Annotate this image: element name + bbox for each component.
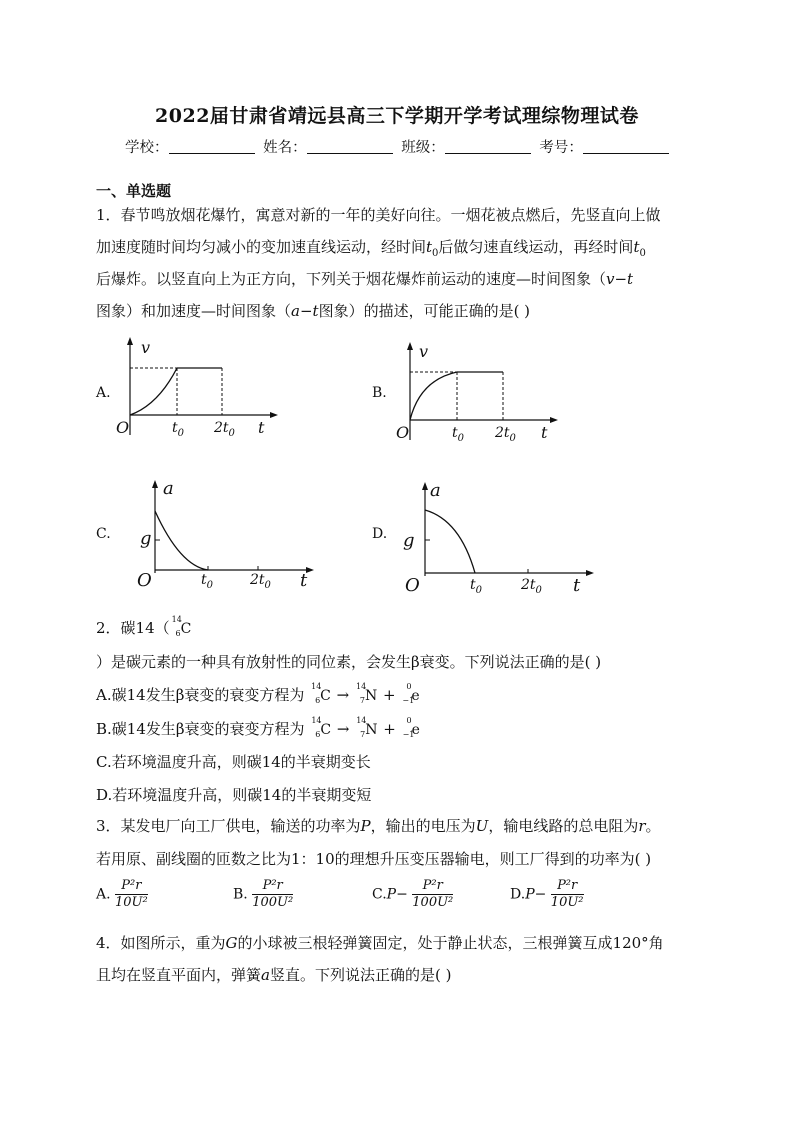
q1-b-ylabel: v	[419, 342, 429, 361]
school-blank[interactable]	[169, 139, 255, 154]
q1-a-tick1: $t_0$	[172, 420, 185, 439]
q2-option-a[interactable]: A.碳14发生β衰变的衰变方程为 14 6 C → 14 7 N + 0 −1 e	[96, 682, 420, 705]
q4-line1: 4．如图所示，重为G的小球被三根轻弹簧固定，处于静止状态，三根弹簧互成120°角	[96, 934, 664, 952]
q3-option-b[interactable]: B. $\frac{\text{P²r}}{\text{100U²}}$	[233, 878, 294, 910]
q2-option-d[interactable]: D.若环境温度升高，则碳14的半衰期变短	[96, 786, 372, 804]
q1-d-tick2: $2t_0$	[521, 577, 542, 596]
name-label: 姓名：	[263, 140, 307, 156]
q2-line2: ）是碳元素的一种具有放射性的同位素，会发生β衰变。下列说法正确的是( )	[96, 653, 602, 671]
q1-a-origin: O	[116, 418, 130, 437]
q3-option-a[interactable]: A. $\frac{\text{P²r}}{\text{10U²}}$	[96, 878, 148, 910]
q1-c-ylabel: a	[163, 478, 174, 499]
q1-d-tick1: $t_0$	[470, 577, 483, 596]
q1-line3: 后爆炸。以竖直向上为正方向，下列关于烟花爆炸前运动的速度—时间图象（v−t	[96, 270, 634, 288]
q1-a-tick2: $2t_0$	[214, 420, 235, 439]
q1-c-xlabel: t	[300, 570, 308, 591]
q1-d-g: g	[403, 530, 415, 551]
q1-option-c-label[interactable]: C.	[96, 526, 111, 542]
student-info-line	[125, 136, 673, 157]
q1-line2: 加速度随时间均匀减小的变加速直线运动，经时间$t_0$后做匀速直线运动，再经时间$t_0$	[96, 238, 646, 259]
q3-line1: 3．某发电厂向工厂供电，输送的功率为P，输出的电压为U，输电线路的总电阻为r。	[96, 817, 661, 835]
section-heading: 一、单选题	[96, 182, 172, 200]
q1-b-xlabel: t	[541, 423, 548, 442]
q1-line4: 图象）和加速度—时间图象（a−t图象）的描述，可能正确的是( )	[96, 302, 531, 320]
q1-option-b-label[interactable]: B.	[372, 385, 387, 401]
page-title: 2022届甘肃省靖远县高三下学期开学考试理综物理试卷	[155, 105, 639, 127]
q1-b-origin: O	[396, 423, 410, 442]
q2-option-c[interactable]: C.若环境温度升高，则碳14的半衰期变长	[96, 753, 371, 771]
q1-a-ylabel: v	[141, 338, 151, 357]
q1-b-tick1: $t_0$	[452, 425, 465, 444]
q1-d-xlabel: t	[573, 575, 581, 596]
q1-c-origin: O	[137, 570, 152, 591]
q4-line2: 且均在竖直平面内，弹簧a竖直。下列说法正确的是( )	[96, 966, 452, 984]
q1-option-d-label[interactable]: D.	[372, 526, 388, 542]
number-blank[interactable]	[583, 139, 669, 154]
q1-option-a-label[interactable]: A.	[96, 385, 111, 401]
q1-c-g: g	[140, 528, 152, 549]
q3-option-c[interactable]: C.P− $\frac{\text{P²r}}{\text{100U²}}$	[372, 878, 454, 910]
q1-b-tick2: $2t_0$	[495, 425, 516, 444]
q1-option-a-graph	[110, 335, 280, 440]
q1-c-tick1: $t_0$	[201, 572, 214, 591]
name-blank[interactable]	[307, 139, 393, 154]
q2-line1: 2．碳14（ 14 6 C	[96, 615, 192, 638]
q1-d-ylabel: a	[430, 480, 441, 501]
class-label: 班级：	[401, 140, 445, 156]
school-label: 学校：	[125, 140, 169, 156]
q1-a-xlabel: t	[258, 418, 265, 437]
q1-option-b-graph	[390, 340, 560, 445]
q2-option-b[interactable]: B.碳14发生β衰变的衰变方程为 14 6 C → 14 7 N + 0 −1 e	[96, 716, 420, 739]
class-blank[interactable]	[445, 139, 531, 154]
q3-option-d[interactable]: D.P− $\frac{\text{P²r}}{\text{10U²}}$	[510, 878, 584, 910]
q1-line1: 1．春节鸣放烟花爆竹，寓意对新的一年的美好向往。一烟花被点燃后，先竖直向上做	[96, 206, 661, 224]
q1-option-c-graph	[130, 478, 320, 578]
number-label: 考号：	[539, 140, 583, 156]
q1-c-tick2: $2t_0$	[250, 572, 271, 591]
q1-d-origin: O	[405, 575, 420, 596]
q3-line2: 若用原、副线圈的匝数之比为1：10的理想升压变压器输电，则工厂得到的功率为( )	[96, 850, 652, 868]
